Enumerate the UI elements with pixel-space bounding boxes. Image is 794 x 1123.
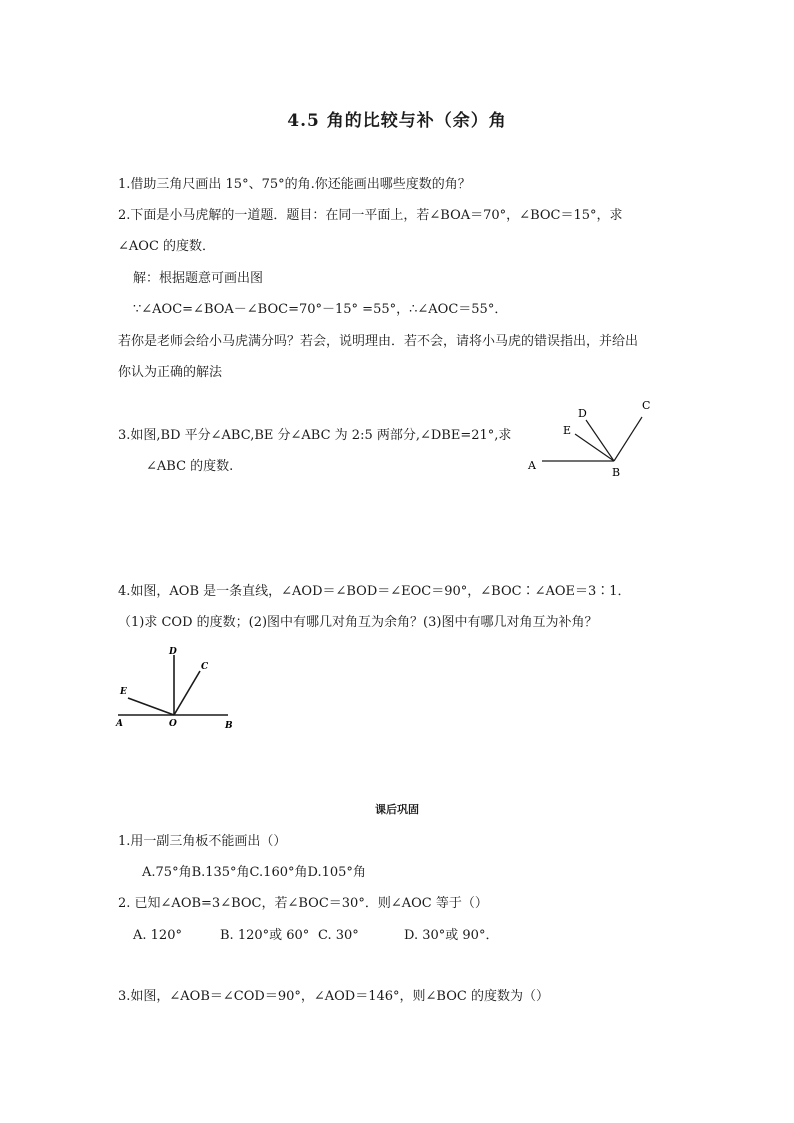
label-b: B	[225, 721, 233, 731]
homework-2-option-d: D. 30°或 90°．	[404, 928, 499, 943]
homework-3-question: 3.如图，∠AOB＝∠COD＝90°，∠AOD＝146°，则∠BOC 的度数为（）	[118, 989, 549, 1004]
label-e: E	[120, 687, 127, 697]
ray-bc	[614, 417, 642, 461]
label-c: C	[642, 399, 651, 412]
question-2-line-3: 解：根据题意可画出图	[133, 271, 264, 286]
section-title: 课后巩固	[375, 803, 419, 816]
homework-2-option-b: B. 120°或 60°	[220, 928, 310, 943]
question-4-figure	[112, 640, 242, 735]
question-4-line-2: （1)求 COD 的度数；(2)图中有哪几对角互为余角？(3)图中有哪几对角互为补角？	[118, 615, 598, 630]
label-b: B	[612, 466, 621, 479]
page-title: 4.5 角的比较与补（余）角	[287, 111, 507, 131]
ray-bd	[586, 420, 614, 461]
question-3-line-1: 3.如图,BD 平分∠ABC,BE 分∠ABC 为 2:5 两部分,∠DBE=21°,求	[118, 428, 512, 443]
homework-1-question: 1.用一副三角板不能画出（）	[118, 834, 287, 849]
label-c: C	[201, 662, 209, 672]
ray-be	[575, 434, 614, 461]
question-2-line-5: 若你是老师会给小马虎满分吗？若会，说明理由．若不会，请将小马虎的错误指出，并给出	[118, 334, 639, 349]
label-e: E	[563, 424, 572, 437]
homework-2-option-c: C. 30°	[318, 928, 359, 943]
homework-1-options: A.75°角B.135°角C.160°角D.105°角	[142, 865, 366, 880]
label-a: A	[528, 459, 536, 472]
ray-oe	[128, 698, 174, 715]
homework-2-option-a: A. 120°	[133, 928, 182, 943]
homework-2-question: 2. 已知∠AOB=3∠BOC，若∠BOC＝30°．则∠AOC 等于（）	[118, 896, 488, 911]
label-d: D	[169, 647, 177, 657]
question-2-line-6: 你认为正确的解法	[118, 365, 223, 380]
question-2-line-4: ∵∠AOC=∠BOA－∠BOC=70°－15° =55°，∴∠AOC＝55°．	[133, 302, 508, 317]
question-4-line-1: 4.如图，AOB 是一条直线，∠AOD＝∠BOD＝∠EOC＝90°，∠BOC∶∠AOE＝3∶1．	[118, 584, 631, 599]
question-2-line-1: 2.下面是小马虎解的一道题．题目：在同一平面上，若∠BOA＝70°，∠BOC＝15°，求	[118, 208, 623, 223]
label-d: D	[578, 407, 587, 420]
question-1: 1.借助三角尺画出 15°、75°的角.你还能画出哪些度数的角？	[118, 177, 471, 192]
label-o: O	[169, 719, 177, 729]
label-a: A	[116, 719, 123, 729]
question-3-line-2: ∠ABC 的度数.	[146, 459, 234, 474]
question-2-line-2: ∠AOC 的度数．	[118, 239, 216, 254]
question-3-figure	[520, 390, 670, 485]
ray-oc	[174, 671, 200, 715]
